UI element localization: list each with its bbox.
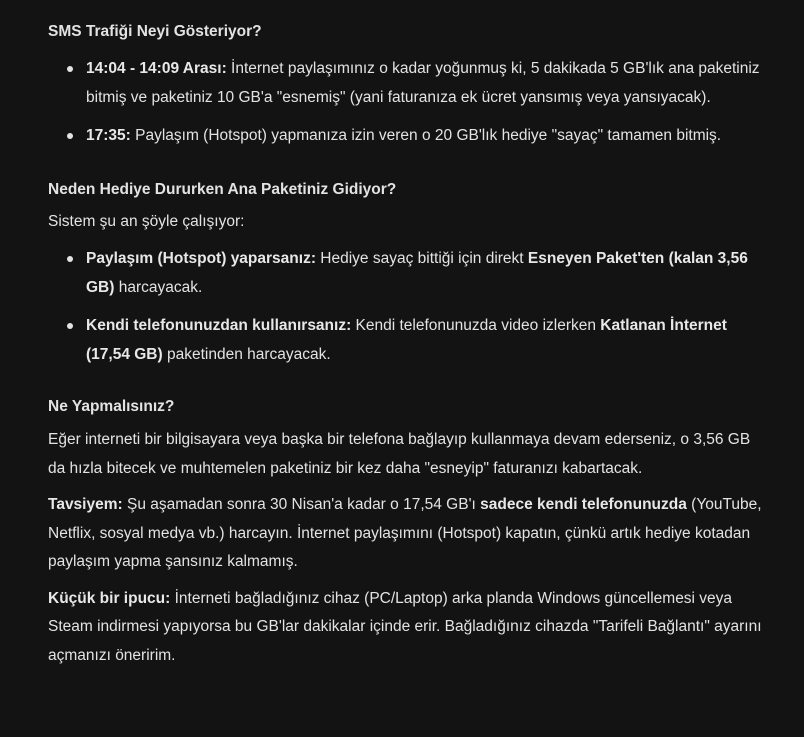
list-item [48, 55, 764, 112]
list-item-text: paketinden harcayacak. [162, 345, 331, 363]
tip-label: Küçük bir ipucu: [48, 589, 171, 607]
advice-label: Tavsiyem: [48, 496, 123, 513]
list-item-text: harcayacak. [114, 278, 203, 296]
list-item-bold: 17:35: [86, 127, 131, 144]
section-heading-sms-traffic: SMS Trafiği Neyi Gösteriyor? [48, 23, 262, 40]
list-item-bold: Kendi telefonunuzdan kullanırsanız: [86, 317, 352, 334]
list-item-bold: 14:04 - 14:09 Arası: [86, 60, 227, 77]
list-item-bold: Paylaşım (Hotspot) yaparsanız: [86, 250, 316, 267]
section-intro: Sistem şu an şöyle çalışıyor: [48, 212, 245, 230]
list-item-text: Kendi telefonunuzda video izlerken [351, 317, 601, 334]
paragraph-advice [48, 491, 764, 577]
sms-traffic-list [48, 55, 764, 151]
tip-text: İnterneti bağladığınız cihaz (PC/Laptop) arka planda Windows güncellemesi veya Steam indirmesi yapıyorsa bu GB'lar dakikalar içinde erir. Bağladığınız cihazda "Tarifeli Bağlantı" ayarını açmanızı öneririm. [48, 589, 762, 664]
section-heading-what-to-do: Ne Yapmalısınız? [48, 398, 175, 415]
list-item [48, 245, 764, 302]
usage-list [48, 245, 764, 369]
list-item [48, 312, 764, 369]
advice-emphasis: sadece kendi telefonunuzda [480, 496, 687, 513]
list-item-text: İnternet paylaşımınız o kadar yoğunmuş ki, 5 dakikada 5 GB'lık ana paketiniz bitmiş ve paketiniz 10 GB'a "esnemiş" (yani faturanıza ek ücret yansımış veya yansıyacak). [86, 60, 760, 106]
list-item-text: Paylaşım (Hotspot) yapmanıza izin veren o 20 GB'lık hediye "sayaç" tamamen bitmiş. [130, 127, 722, 144]
paragraph-tip [48, 585, 764, 671]
list-item [48, 122, 764, 151]
section-heading-why-main-package: Neden Hediye Dururken Ana Paketiniz Gidiyor? [48, 180, 397, 198]
list-item-bold: Esneyen Paket'ten (kalan 3,56 GB) [86, 250, 748, 296]
paragraph-warning: Eğer interneti bir bilgisayara veya başka bir telefona bağlayıp kullanmaya devam ederseniz, o 3,56 GB da hızla bitecek ve muhtemelen paketiniz bir kez daha "esneyip" faturanızı kabartacak. [48, 431, 751, 477]
advice-text: Şu aşamadan sonra 30 Nisan'a kadar o 17,54 GB'ı [122, 496, 481, 513]
list-item-text: Hediye sayaç bittiği için direkt [315, 250, 528, 267]
advice-text: (YouTube, Netflix, sosyal medya vb.) harcayın. İnternet paylaşımını (Hotspot) kapatın, çünkü artık hediye kotadan paylaşım yapma şansınız kalmamış. [48, 496, 762, 570]
list-item-bold: Katlanan İnternet (17,54 GB) [86, 317, 727, 363]
